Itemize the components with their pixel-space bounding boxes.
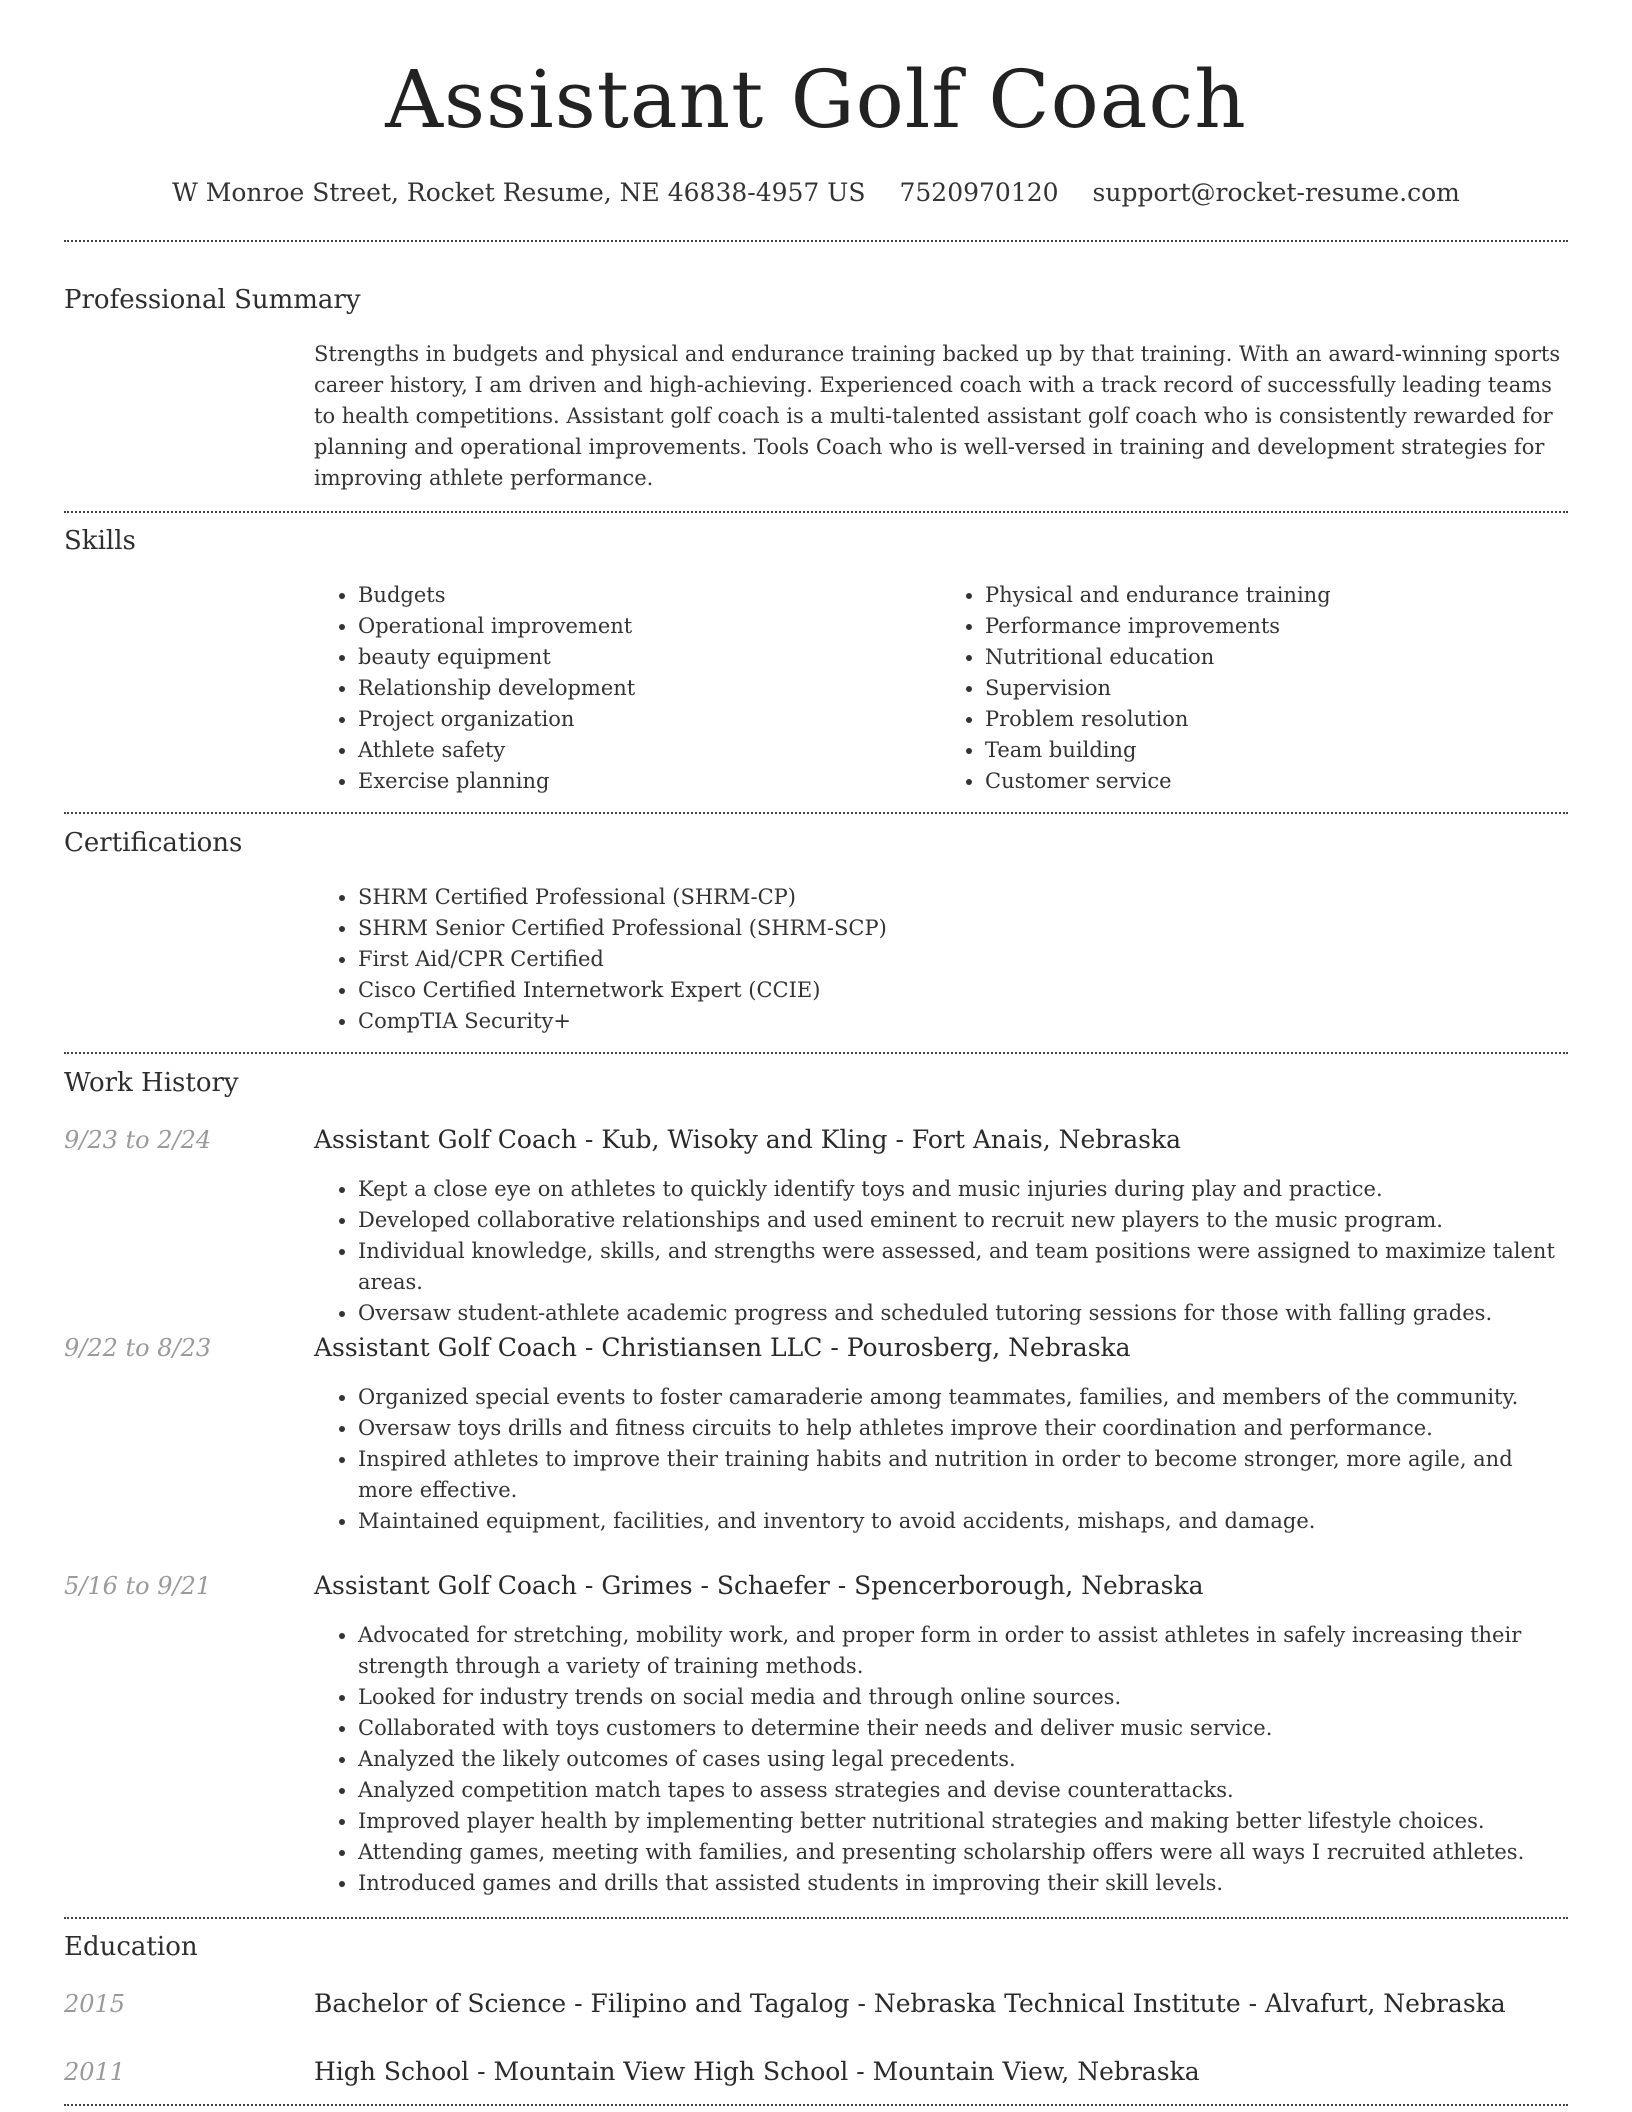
skills-list-right bbox=[941, 580, 1568, 797]
job-bullet: • Individual knowledge, skills, and strengths were assessed, and team positions were assigned to maximize talent areas. bbox=[358, 1236, 1568, 1298]
job-bullet: • Improved player health by implementing better nutritional strategies and making better lifestyle choices. bbox=[358, 1806, 1568, 1837]
section-divider bbox=[64, 2104, 1568, 2106]
section-divider bbox=[64, 240, 1568, 242]
skill-item: • beauty equipment bbox=[358, 642, 941, 673]
skills-title: Skills bbox=[64, 526, 136, 556]
job-bullet: • Attending games, meeting with families, and presenting scholarship offers were all ways I recruited athletes. bbox=[358, 1837, 1568, 1868]
skill-item: • Customer service bbox=[985, 766, 1568, 797]
contact-email: support@rocket-resume.com bbox=[1092, 178, 1460, 207]
education-year: 2011 bbox=[64, 2058, 126, 2086]
summary-text: Strengths in budgets and physical and endurance training backed up by that training. With an award-winning sports career history, I am driven and high-achieving. Experienced coach with a track record of successfully leading teams to health competitions. Assistant golf coach is a multi-talented assistant golf coach who is consistently rewarded for planning and operational improvements. Tools Coach who is well-versed in training and development strategies for improving athlete performance. bbox=[314, 342, 1561, 490]
job-bullet-list bbox=[314, 1174, 1568, 1329]
job-bullet: • Maintained equipment, facilities, and inventory to avoid accidents, mishaps, and damage. bbox=[358, 1506, 1568, 1537]
job-heading: Assistant Golf Coach - Christiansen LLC - Pourosberg, Nebraska bbox=[314, 1333, 1131, 1362]
contact-phone: 7520970120 bbox=[899, 178, 1059, 207]
job-dates: 5/16 to 9/21 bbox=[64, 1572, 212, 1600]
certifications-list bbox=[314, 882, 1568, 1037]
skill-item: • Problem resolution bbox=[985, 704, 1568, 735]
certification-item: • CompTIA Security+ bbox=[358, 1006, 1568, 1037]
skills-list-left bbox=[314, 580, 941, 797]
education-section bbox=[64, 1930, 1568, 2086]
skill-item: • Supervision bbox=[985, 673, 1568, 704]
section-divider bbox=[64, 1052, 1568, 1054]
job-bullet: • Collaborated with toys customers to determine their needs and deliver music service. bbox=[358, 1713, 1568, 1744]
job-bullet: • Developed collaborative relationships and used eminent to recruit new players to the music program. bbox=[358, 1205, 1568, 1236]
job-heading: Assistant Golf Coach - Grimes - Schaefer - Spencerborough, Nebraska bbox=[314, 1571, 1204, 1600]
work-title: Work History bbox=[64, 1068, 239, 1098]
section-divider bbox=[64, 1917, 1568, 1919]
job-bullet: • Analyzed the likely outcomes of cases using legal precedents. bbox=[358, 1744, 1568, 1775]
job-bullet: • Inspired athletes to improve their training habits and nutrition in order to become stronger, more agile, and more effective. bbox=[358, 1444, 1568, 1506]
job-bullet-list bbox=[314, 1620, 1568, 1899]
job-heading: Assistant Golf Coach - Kub, Wisoky and Kling - Fort Anais, Nebraska bbox=[314, 1125, 1182, 1154]
skill-item: • Nutritional education bbox=[985, 642, 1568, 673]
certifications-section bbox=[64, 826, 1568, 1033]
certifications-title: Certifications bbox=[64, 828, 243, 858]
job-bullet: • Looked for industry trends on social media and through online sources. bbox=[358, 1682, 1568, 1713]
job-dates: 9/22 to 8/23 bbox=[64, 1334, 212, 1362]
skill-item: • Operational improvement bbox=[358, 611, 941, 642]
candidate-name: Assistant Golf Coach bbox=[385, 53, 1247, 146]
education-title: Education bbox=[64, 1932, 198, 1962]
certification-item: • SHRM Certified Professional (SHRM-CP) bbox=[358, 882, 1568, 913]
skills-section bbox=[64, 524, 1568, 793]
job-bullet: • Introduced games and drills that assisted students in improving their skill levels. bbox=[358, 1868, 1568, 1899]
job-bullet: • Oversaw student-athlete academic progress and scheduled tutoring sessions for those with falling grades. bbox=[358, 1298, 1568, 1329]
job-bullet: • Kept a close eye on athletes to quickly identify toys and music injuries during play and practice. bbox=[358, 1174, 1568, 1205]
contact-address: W Monroe Street, Rocket Resume, NE 46838-4957 US bbox=[172, 178, 866, 207]
job-bullet-list bbox=[314, 1382, 1568, 1537]
resume-header bbox=[0, 0, 1632, 207]
skill-item: • Project organization bbox=[358, 704, 941, 735]
section-divider bbox=[64, 511, 1568, 513]
certification-item: • SHRM Senior Certified Professional (SHRM-SCP) bbox=[358, 913, 1568, 944]
skill-item: • Physical and endurance training bbox=[985, 580, 1568, 611]
education-heading: High School - Mountain View High School - Mountain View, Nebraska bbox=[314, 2057, 1200, 2086]
skill-item: • Relationship development bbox=[358, 673, 941, 704]
summary-section bbox=[64, 283, 1568, 490]
section-divider bbox=[64, 812, 1568, 814]
skill-item: • Team building bbox=[985, 735, 1568, 766]
job-dates: 9/23 to 2/24 bbox=[64, 1126, 212, 1154]
skill-item: • Exercise planning bbox=[358, 766, 941, 797]
skill-item: • Budgets bbox=[358, 580, 941, 611]
skill-item: • Athlete safety bbox=[358, 735, 941, 766]
contact-line bbox=[0, 178, 1632, 207]
certification-item: • First Aid/CPR Certified bbox=[358, 944, 1568, 975]
job-bullet: • Analyzed competition match tapes to assess strategies and devise counterattacks. bbox=[358, 1775, 1568, 1806]
education-year: 2015 bbox=[64, 1990, 126, 2018]
education-heading: Bachelor of Science - Filipino and Tagalog - Nebraska Technical Institute - Alvafurt, Nebraska bbox=[314, 1989, 1506, 2018]
job-bullet: • Advocated for stretching, mobility work, and proper form in order to assist athletes in safely increasing their strength through a variety of training methods. bbox=[358, 1620, 1568, 1682]
job-bullet: • Oversaw toys drills and fitness circuits to help athletes improve their coordination and performance. bbox=[358, 1413, 1568, 1444]
job-bullet: • Organized special events to foster camaraderie among teammates, families, and members of the community. bbox=[358, 1382, 1568, 1413]
skill-item: • Performance improvements bbox=[985, 611, 1568, 642]
summary-title: Professional Summary bbox=[64, 285, 361, 315]
certification-item: • Cisco Certified Internetwork Expert (CCIE) bbox=[358, 975, 1568, 1006]
work-section bbox=[64, 1066, 1568, 1895]
